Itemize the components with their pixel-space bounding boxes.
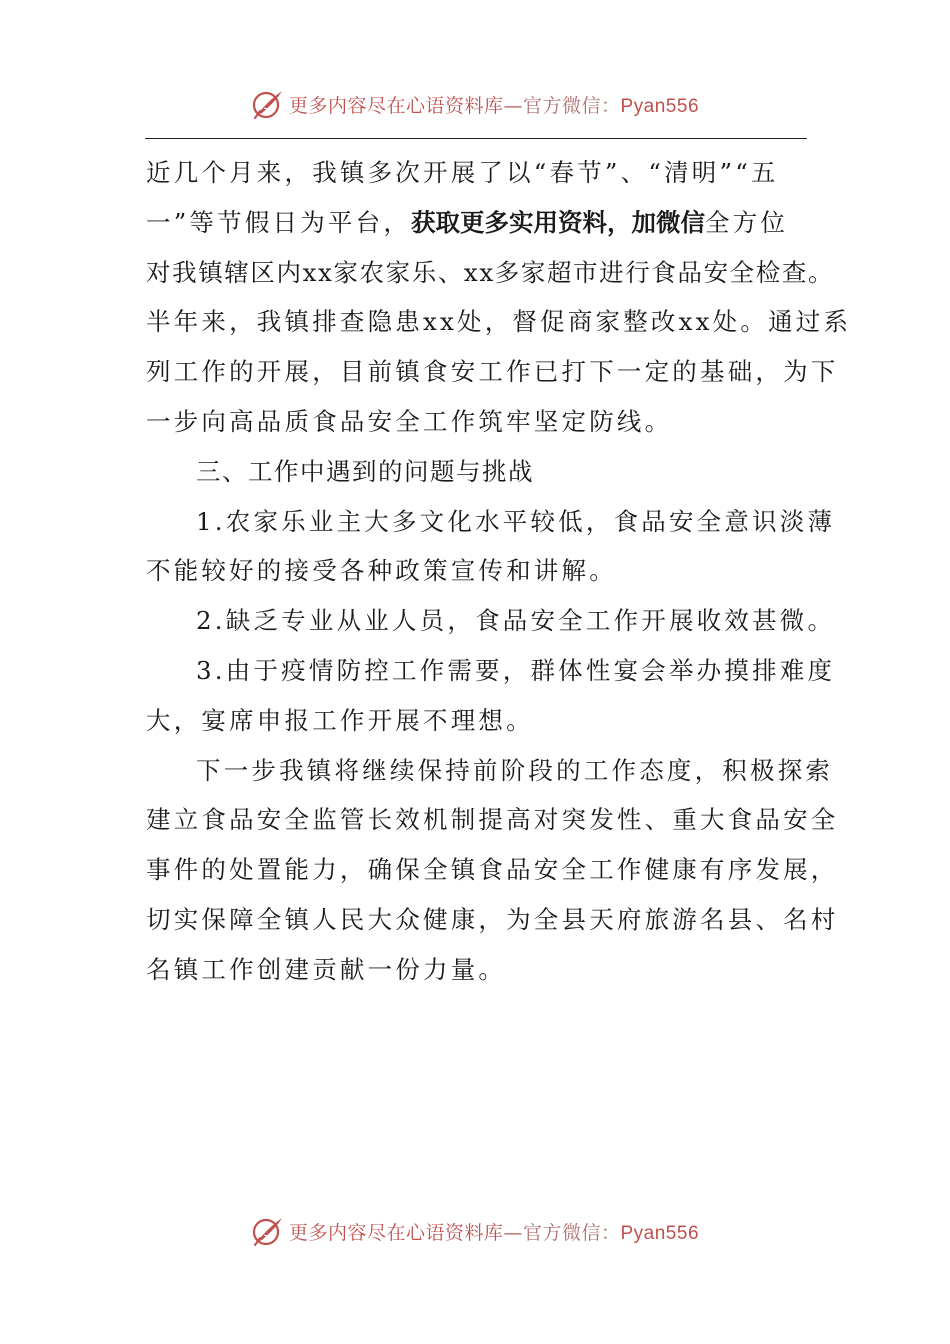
footer-dash: —: [503, 1221, 523, 1244]
para1-line2-post: 全方位: [705, 207, 789, 237]
next-step-line1: 下一步我镇将继续保持前阶段的工作态度，积极探索: [196, 755, 834, 785]
document-body: [146, 148, 852, 995]
next-step-line3: 事件的处置能力，确保全镇食品安全工作健康有序发展，: [146, 855, 839, 885]
footer-wechat-id: Pyan556: [620, 1222, 700, 1244]
footer-watermark: [0, 1211, 950, 1251]
item3-line1: 3.由于疫情防控工作需要，群体性宴会举办摸排难度: [196, 655, 836, 685]
header-dash: —: [503, 94, 523, 117]
para1-line2: [146, 198, 846, 248]
next-step-line5: 名镇工作创建贡献一份力量。: [146, 954, 507, 984]
promo-inline-text: 获取更多实用资料，加微信: [411, 207, 706, 237]
footer-official-label: 官方微信：: [522, 1221, 621, 1244]
para1-line4: 半年来，我镇排查隐患xx处，督促商家整改xx处。通过系: [146, 307, 852, 337]
footer-site-text: 更多内容尽在心语资料库: [288, 1221, 504, 1244]
para1-line6: 一步向高品质食品安全工作筑牢坚定防线。: [146, 406, 673, 436]
next-step-line4: 切实保障全镇人民大众健康，为全县天府旅游名县、名村: [146, 904, 839, 934]
header-rule: [145, 138, 807, 139]
para1-line1: 近几个月来，我镇多次开展了以“春节”、“清明”“五: [146, 158, 779, 187]
para1-line3: 对我镇辖区内xx家农家乐、xx多家超市进行食品安全检查。: [146, 257, 835, 287]
quill-logo-icon: [251, 87, 285, 121]
item3-line2: 大，宴席申报工作开展不理想。: [146, 705, 534, 735]
next-step-line2: 建立食品安全监管长效机制提高对突发性、重大食品安全: [146, 805, 839, 835]
item1-line1: 1.农家乐业主大多文化水平较低，食品安全意识淡薄: [196, 506, 836, 536]
para1-line5: 列工作的开展，目前镇食安工作已打下一定的基础，为下: [146, 357, 839, 387]
para1-line2-pre: 一”等节假日为平台，: [146, 207, 412, 237]
header-wechat-id: Pyan556: [620, 95, 700, 117]
header-site-text: 更多内容尽在心语资料库: [288, 94, 504, 117]
header-watermark-text: [289, 91, 699, 118]
header-official-label: 官方微信：: [522, 94, 621, 117]
header-watermark: [0, 84, 950, 124]
section-heading-3: 三、工作中遇到的问题与挑战: [196, 456, 534, 486]
footer-watermark-text: [289, 1218, 699, 1245]
quill-logo-icon: [251, 1214, 285, 1248]
item1-line2: 不能较好的接受各种政策宣传和讲解。: [146, 556, 617, 586]
item2-line1: 2.缺乏专业从业人员，食品安全工作开展收效甚微。: [196, 606, 836, 636]
